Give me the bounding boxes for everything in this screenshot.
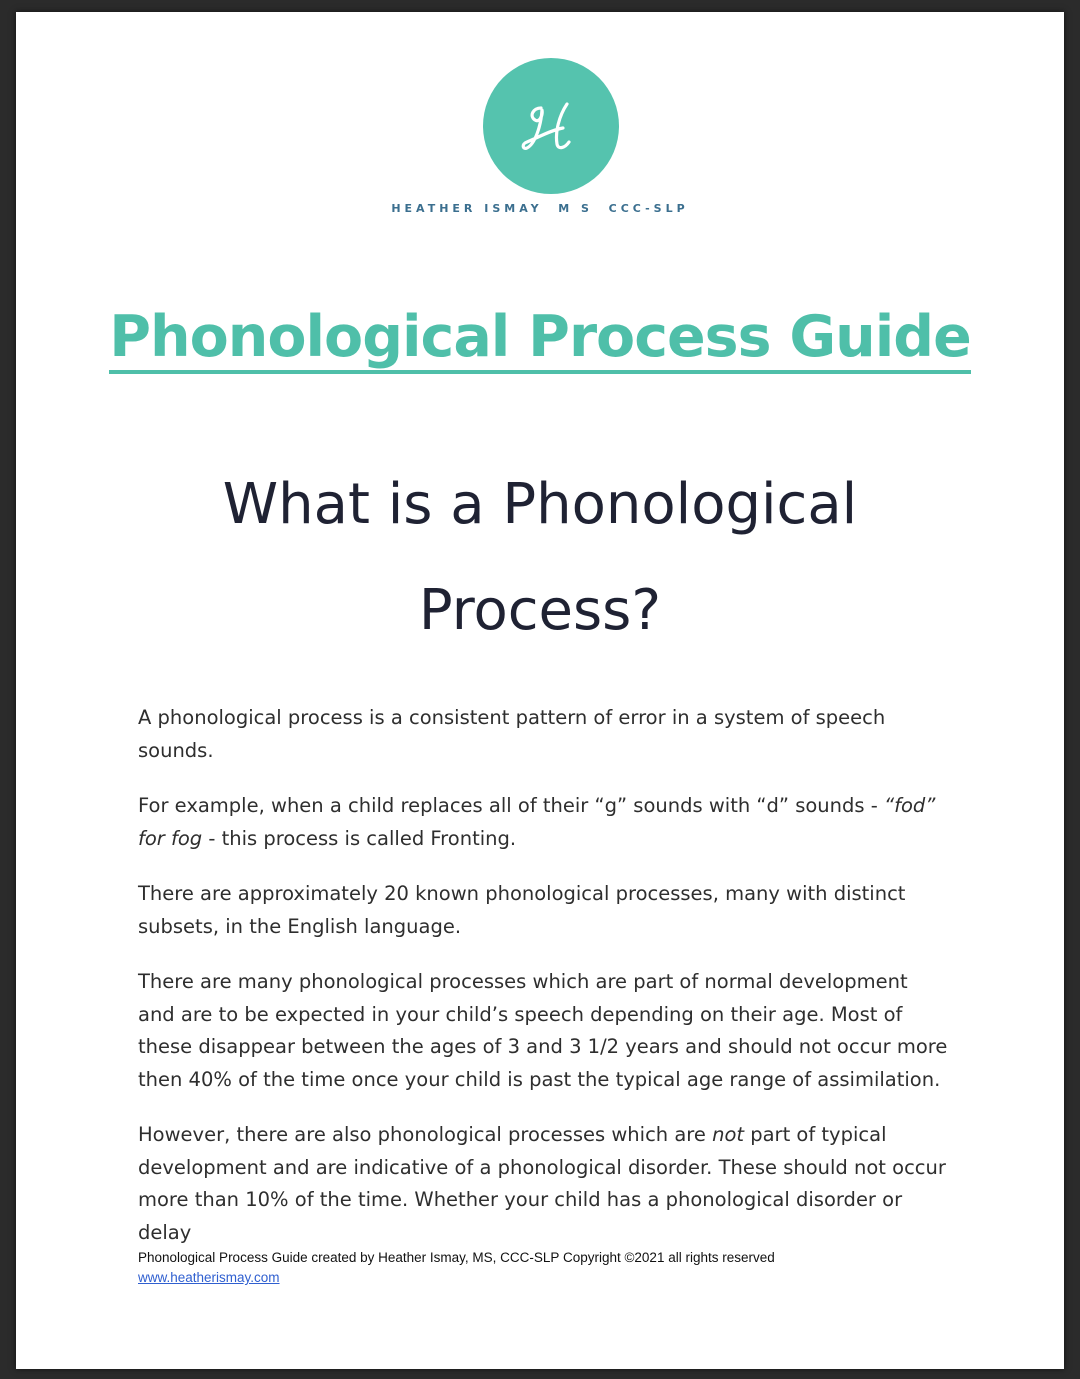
footer-website-link[interactable]: www.heatherismay.com (138, 1270, 280, 1285)
paragraph-normal-development: There are many phonological processes which are part of normal development and are to be expected in your child’s speech depending on their age. Most of these disappear between the ages of 3 and 3 1/2 years and should not occur more then 40% of the time once your child is past the typical age range of assimilation. (138, 970, 948, 1091)
paragraph-disorder-emphasis: not (712, 1123, 745, 1146)
body-text (138, 702, 948, 1272)
paragraph-definition: A phonological process is a consistent pattern of error in a system of speech sounds. (138, 706, 886, 762)
paragraph-example-emphasis: “fod” for fog (138, 794, 936, 850)
paragraph-disorder (138, 1119, 948, 1249)
guide-title-text: Phonological Process Guide (109, 304, 970, 374)
page-footer (138, 1248, 998, 1288)
paragraph-example-text-a: For example, when a child replaces all of their “g” sounds with “d” sounds - (138, 794, 884, 817)
paragraph-example-text-b: - this process is called Fronting. (202, 826, 517, 850)
footer-credit: Phonological Process Guide created by Heather Ismay, MS, CCC-SLP Copyright ©2021 all rights reserved (138, 1250, 775, 1265)
document-page (16, 12, 1064, 1369)
main-heading-line-2: Process? (418, 578, 662, 643)
logo-brand-name: HEATHER ISMAY M S CCC-SLP (391, 202, 689, 215)
paragraph-disorder-text-a: However, there are also phonological processes which are (138, 1123, 713, 1146)
guide-title (16, 304, 1064, 371)
main-heading-line-1: What is a Phonological (222, 472, 858, 537)
script-h-logo-icon (511, 86, 591, 166)
logo-circle (483, 58, 619, 194)
paragraph-disorder-text-b: part of typical development and are indicative of a phonological disorder. These should not occur more than 10% of the time. Whether your child has a phonological disorder or delay (138, 1123, 946, 1244)
main-heading (16, 452, 1064, 664)
paragraph-count: There are approximately 20 known phonological processes, many with distinct subsets, in the English language. (138, 882, 906, 938)
paragraph-example (138, 790, 948, 855)
